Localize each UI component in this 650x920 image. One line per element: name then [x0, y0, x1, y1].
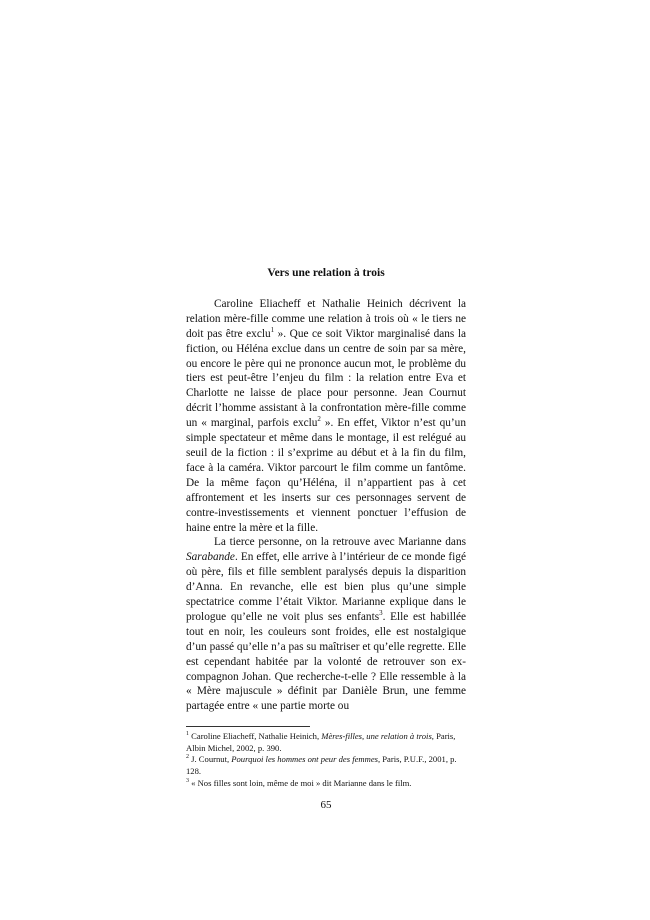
text-run: , Paris, Albin Michel, 2002, p. 390. [186, 731, 456, 753]
text-run: Caroline Eliacheff et Nathalie Heinich décrivent la relation mère-fille comme une relation à trois où « le tiers ne doit pas être exclu [186, 297, 466, 340]
book-page [186, 266, 466, 813]
note-ref: 3 [186, 777, 189, 784]
italic-title: Mères-filles, une relation à trois [321, 731, 432, 742]
paragraph [186, 297, 466, 536]
text-run: La tierce personne, on la retrouve avec Marianne dans [214, 536, 466, 549]
footnotes [186, 731, 466, 789]
text-run: . En effet, elle arrive à l’intérieur de ce monde figé où père, fils et fille semblent paralysés depuis la disparition d’Anna. En revanche, elle est bien plus qu’une simple spectatrice comme l’était Viktor. Marianne explique dans le prologue qu’elle ne voit plus ses enfants [186, 551, 466, 623]
page-number: 65 [320, 799, 332, 812]
text-run: Caroline Eliacheff, Nathalie Heinich, [189, 731, 322, 742]
footnote [186, 731, 466, 754]
italic-title: Pourquoi les hommes ont peur des femmes [231, 754, 378, 765]
text-run: ». Que ce soit Viktor marginalisé dans la fiction, ou Héléna exclue dans un centre de soin par sa mère, ou encore le père qui ne prononce aucun mot, le problème du tiers est peut-être l’enjeu du film : la relation entre Eva et Charlotte ne laisse de place pour personne. Jean Cournut décrit l’homme assistant à la confrontation mère-fille comme un « marginal, parfois exclu [186, 327, 466, 430]
footnote [186, 754, 466, 777]
text-run: , Paris, P.U.F., 2001, p. 128. [186, 754, 457, 777]
paragraph [186, 535, 466, 714]
note-ref: 1 [270, 325, 275, 334]
italic-title: Sarabande [186, 551, 235, 564]
body-text [186, 297, 466, 714]
note-ref: 2 [317, 415, 321, 424]
footnote [186, 778, 466, 790]
footnote-separator [186, 726, 310, 727]
text-run: . Elle est habillée tout en noir, les couleurs sont froides, elle est nostalgique d’un passé qu’elle n’a pas su maîtriser et qu’elle regrette. Elle est cependant habitée par la volonté de retrouver son ex-compagnon Johan. Que recherche-t-elle ? Elle ressemble à la « Mère majuscule » définit par Danièle Brun, une femme partagée entre « une partie morte ou [186, 610, 466, 713]
note-ref: 2 [186, 754, 189, 761]
text-run: ». En effet, Viktor n’est qu’un simple spectateur et même dans le montage, il est relégué au seuil de la fiction : il s’exprime au début et à la fin du film, face à la caméra. Viktor parcourt le film comme un fantôme. De la même façon qu’Héléna, il n’appartient pas à cet affrontement et les inserts sur ces personnages servent de contre-investissements et viennent ponctuer l’effusion de haine entre la mère et la fille. [186, 417, 466, 534]
text-run: J. Cournut, [189, 754, 232, 765]
note-ref: 1 [186, 731, 189, 738]
note-ref: 3 [379, 609, 383, 618]
text-run: « Nos filles sont loin, même de moi » dit Marianne dans le film. [189, 777, 412, 788]
section-title: Vers une relation à trois [267, 267, 385, 279]
